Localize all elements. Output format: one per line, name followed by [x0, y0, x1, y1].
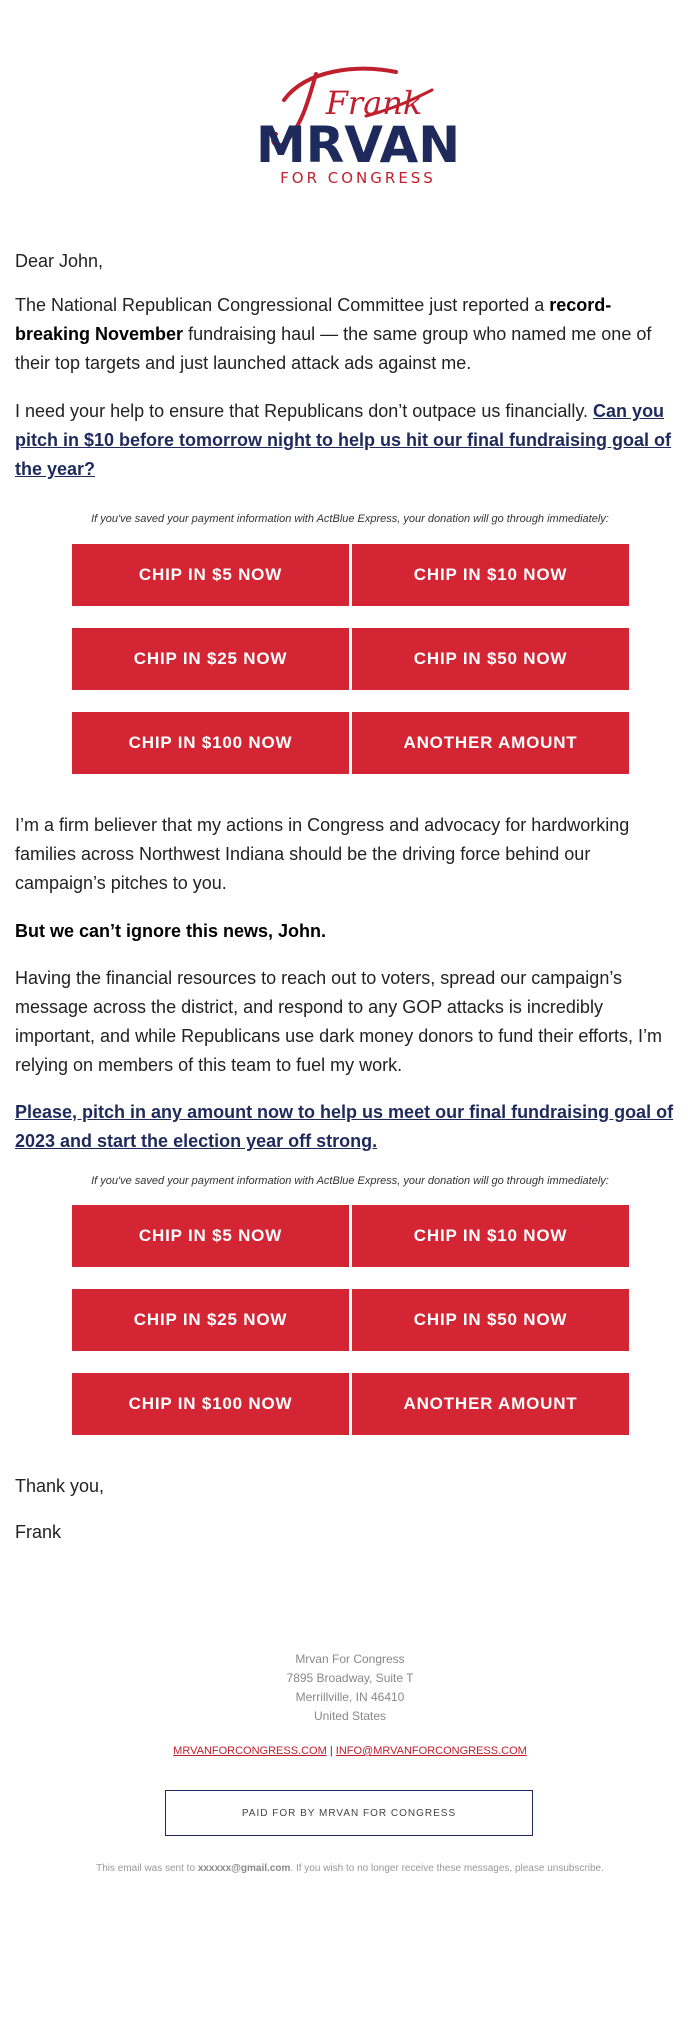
- chip-in-50-button-2[interactable]: CHIP IN $50 NOW: [352, 1289, 629, 1351]
- chip-in-5-button[interactable]: CHIP IN $5 NOW: [72, 544, 349, 606]
- chip-in-5-button-2[interactable]: CHIP IN $5 NOW: [72, 1205, 349, 1267]
- actblue-notice-2: If you've saved your payment information with ActBlue Express, your donation will go through immediately:: [91, 1175, 609, 1187]
- website-link[interactable]: MRVANFORCONGRESS.COM: [173, 1745, 327, 1757]
- para1-text: The National Republican Congressional Committee just reported a: [15, 295, 550, 315]
- footer-country: United States: [313, 1709, 387, 1723]
- footer-address: [0, 1650, 700, 1726]
- paragraph-6: [15, 1098, 683, 1156]
- pitch-in-10-link[interactable]: Can you pitch in $10 before tomorrow night to help us hit our final fundraising goal of the year?: [15, 401, 671, 479]
- para4-bold: But we can’t ignore this news, John.: [15, 921, 327, 941]
- email-link[interactable]: INFO@MRVANFORCONGRESS.COM: [335, 1745, 527, 1757]
- greeting: Dear John,: [15, 251, 104, 271]
- para2-text: I need your help to ensure that Republicans don’t outpace us financially.: [15, 401, 594, 421]
- signature: Frank: [15, 1522, 62, 1542]
- chip-in-25-button-2[interactable]: CHIP IN $25 NOW: [72, 1289, 349, 1351]
- paid-for-disclaimer: PAID FOR BY MRVAN FOR CONGRESS: [165, 1790, 533, 1836]
- sign-off: Thank you,: [15, 1476, 105, 1496]
- footer-street: 7895 Broadway, Suite T: [286, 1671, 414, 1685]
- footer-city: Merrillville, IN 46410: [295, 1690, 405, 1704]
- chip-in-100-button[interactable]: CHIP IN $100 NOW: [72, 712, 349, 774]
- chip-in-50-button[interactable]: CHIP IN $50 NOW: [352, 628, 629, 690]
- footer-links: [0, 1745, 700, 1757]
- another-amount-button-2[interactable]: ANOTHER AMOUNT: [352, 1373, 629, 1435]
- paragraph-1: [15, 291, 683, 378]
- actblue-notice: If you've saved your payment information with ActBlue Express, your donation will go through immediately:: [91, 513, 609, 525]
- logo-tagline: FOR CONGRESS: [280, 169, 436, 187]
- unsubscribe-notice: [0, 1863, 700, 1874]
- logo-script: Frank: [325, 84, 423, 122]
- footer-separator: |: [329, 1745, 333, 1757]
- unsub-text-end: . If you wish to no longer receive these messages, please unsubscribe.: [290, 1863, 604, 1874]
- logo-name: MRVAN: [255, 116, 461, 174]
- paragraph-5: Having the financial resources to reach out to voters, spread our campaign’s message across the district, and respond to any GOP attacks is incredibly important, and while Republicans use dark money donors to fund their efforts, I’m relying on members of this team to fuel my work.: [15, 968, 663, 1075]
- chip-in-10-button[interactable]: CHIP IN $10 NOW: [352, 544, 629, 606]
- campaign-logo: [246, 50, 476, 198]
- chip-in-100-button-2[interactable]: CHIP IN $100 NOW: [72, 1373, 349, 1435]
- paragraph-3: I’m a firm believer that my actions in Congress and advocacy for hardworking families across Northwest Indiana should be the driving force behind our campaign’s pitches to you.: [15, 815, 630, 893]
- recipient-email: xxxxxx@gmail.com: [197, 1863, 291, 1874]
- paragraph-2: [15, 397, 683, 484]
- logo-graphic: [246, 50, 476, 198]
- paragraph-4: [15, 917, 683, 946]
- chip-in-25-button[interactable]: CHIP IN $25 NOW: [72, 628, 349, 690]
- pitch-in-any-amount-link[interactable]: Please, pitch in any amount now to help us meet our final fundraising goal of 2023 and start the election year off strong.: [15, 1102, 674, 1151]
- unsub-text: This email was sent to: [96, 1863, 198, 1874]
- para1-bold: record-breaking November: [15, 295, 612, 344]
- footer-org: Mrvan For Congress: [295, 1652, 405, 1666]
- another-amount-button[interactable]: ANOTHER AMOUNT: [352, 712, 629, 774]
- chip-in-10-button-2[interactable]: CHIP IN $10 NOW: [352, 1205, 629, 1267]
- para1-text-end: fundraising haul — the same group who named me one of their top targets and just launched attack ads against me.: [15, 324, 652, 373]
